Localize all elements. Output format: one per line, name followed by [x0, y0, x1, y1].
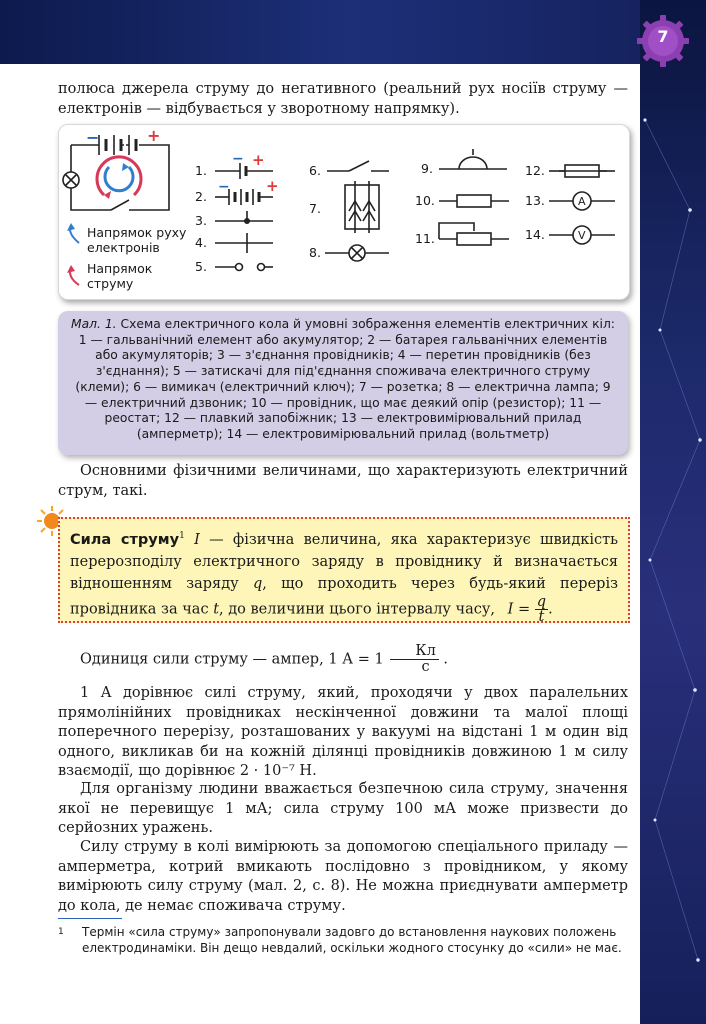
measurement-paragraph: Силу струму в колі вимірюють за допомогою спеціального приладу — амперметра, котрий вмикають послідовно з провідником, у якому вимірюють силу струму (мал. 2, с. 8). Не можна приєднувати амперметр до кола, де немає споживача струму.	[58, 839, 628, 914]
circuit-figure	[58, 124, 630, 300]
label-8: 8.	[309, 245, 321, 260]
definition-text-c: , до величини цього інтервалу часу,	[219, 601, 496, 618]
label-4: 4.	[195, 235, 207, 250]
safety-paragraph: Для організму людини вважається безпечною сила струму, значення якої не перевищує 1 мА; сила струму 100 мА може призвести до серйозних уражень.	[58, 781, 628, 836]
label-5: 5.	[195, 259, 207, 274]
definition-text-a: — фізична величина, яка характеризує швидкість перерозподілу електричного заряду в провіднику й визначається відношенням заряду	[70, 531, 618, 592]
definition-text-b: , що проходить через будь-який переріз провідника за час	[70, 575, 618, 618]
top-space-band	[0, 0, 706, 64]
intro-paragraph: полюса джерела струму до негативного (реальний рух носіїв струму — електронів — відбувається у зворотному напрямку).	[58, 81, 628, 117]
definition-term: Сила струму	[70, 531, 180, 548]
example-circuit	[63, 135, 169, 210]
svg-text:+: +	[252, 151, 265, 169]
symbol-i: I	[194, 531, 200, 548]
footnote-text: Термін «сила струму» запропонували задовго до встановлення наукових положень електродинаміки. Він дещо невдалий, оскільки жодного стосунку до «сили» не має.	[82, 925, 622, 955]
label-14: 14.	[525, 227, 545, 242]
legend-current: Напрямок струму	[87, 261, 153, 291]
footnote-divider	[58, 918, 122, 919]
ampere-definition-paragraph: 1 А дорівнює силі струму, який, проходячи у двох паралельних прямолінійних провідниках нескінченної довжини та малої площі поперечного перерізу, розташованих у вакуумі на відстані 1 м один від одного, викликав би на кожній ділянці провідників довжиною 1 м силу взаємодії, що дорівнює 2 · 10⁻⁷ Н.	[58, 685, 628, 779]
label-11: 11.	[415, 231, 435, 246]
ammeter-letter: A	[578, 195, 586, 208]
caption-text: Схема електричного кола й умовні зображення елементів електричних кіл: 1 — гальванічний елемент або акумулятор; 2 — батарея гальванічних елементів або акумуляторів; 3 — з'єднання провідників; 4 — перетин провідників (без з'єднання); 5 — затискачі для під'єднання споживача електричного струму (клеми); 6 — вимикач (електричний ключ); 7 — розетка; 8 — електрична лампа; 9 — електричний дзвоник; 10 — провідник, що має деякий опір (резистор); 11 — реостат; 12 — плавкий запобіжник; 13 — електровимірювальний прилад (амперметр); 14 — електровимірювальний прилад (вольтметр)	[75, 317, 615, 441]
svg-text:−: −	[218, 179, 230, 195]
label-7: 7.	[309, 201, 321, 216]
plus-sign: +	[147, 126, 161, 145]
footnote-mark: 1	[58, 927, 64, 937]
unit-paragraph: Одиниця сили струму — ампер, 1 А = 1 Кл с .	[80, 643, 448, 675]
svg-text:+: +	[266, 177, 279, 195]
constellation-decoration	[640, 0, 706, 1024]
svg-text:−: −	[232, 151, 244, 167]
voltmeter-letter: V	[578, 229, 586, 242]
legend-electrons: Напрямок руху електронів	[87, 225, 187, 255]
symbol-t: t	[213, 601, 220, 618]
label-1: 1.	[195, 163, 207, 178]
label-10: 10.	[415, 193, 435, 208]
electron-direction-arrow	[105, 167, 133, 191]
caption-label: Мал. 1.	[71, 317, 117, 331]
page-number: 7	[657, 27, 669, 46]
footnote	[58, 924, 628, 956]
footnote-ref: 1	[179, 531, 185, 541]
minus-sign: −	[86, 128, 100, 147]
definition-box	[58, 517, 630, 623]
current-formula: I = $\frac{q}{t}$ .	[507, 593, 553, 625]
right-space-band	[640, 0, 706, 1024]
label-9: 9.	[421, 161, 433, 176]
label-12: 12.	[525, 163, 545, 178]
label-3: 3.	[195, 213, 207, 228]
main-quantities-paragraph: Основними фізичними величинами, що характеризують електричний струм, такі.	[58, 463, 628, 499]
symbol-q: q	[252, 575, 263, 592]
label-6: 6.	[309, 163, 321, 178]
label-13: 13.	[525, 193, 545, 208]
label-2: 2.	[195, 189, 207, 204]
figure-caption	[58, 311, 628, 455]
